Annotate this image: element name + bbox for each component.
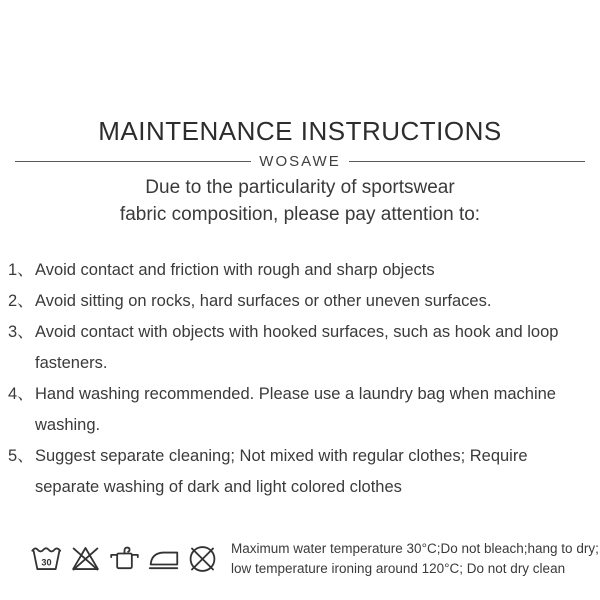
page-title: MAINTENANCE INSTRUCTIONS — [98, 116, 502, 146]
care-icons — [30, 541, 219, 577]
wash-temperature-value: 30 — [41, 556, 52, 567]
list-item — [8, 317, 574, 379]
divider-line-right — [349, 161, 585, 162]
intro-paragraph — [40, 175, 560, 229]
list-item — [8, 255, 574, 286]
care-text-line-1: Maximum water temperature 30°C;Do not bleach;hang to dry; — [231, 540, 599, 556]
list-item-text: Avoid contact with objects with hooked surfaces, such as hook and loop fasteners. — [35, 322, 559, 372]
divider-line-left — [15, 161, 251, 162]
list-item-text: Suggest separate cleaning; Not mixed with regular clothes; Require separate washing of dark and light colored clothes — [35, 446, 528, 496]
list-item-text: Avoid contact and friction with rough and sharp objects — [35, 260, 435, 279]
intro-line-2: fabric composition, please pay attention to: — [119, 203, 481, 225]
brand-name: WOSAWE — [259, 153, 341, 170]
care-text-line-2: low temperature ironing around 120°C; Do not dry clean — [231, 560, 566, 576]
wash-30-icon — [30, 541, 63, 577]
care-symbols-row — [30, 539, 599, 578]
list-item-number: 5、 — [8, 446, 34, 465]
list-item — [8, 286, 574, 317]
do-not-bleach-icon — [69, 541, 102, 577]
hang-to-dry-icon — [108, 541, 141, 577]
list-item-text: Hand washing recommended. Please use a laundry bag when machine washing. — [35, 384, 556, 434]
list-item-number: 2、 — [8, 291, 34, 310]
instruction-list — [8, 255, 574, 503]
list-item-number: 4、 — [8, 384, 34, 403]
list-item-number: 1、 — [8, 260, 34, 279]
list-item — [8, 379, 574, 441]
low-temperature-iron-icon — [147, 541, 180, 577]
list-item-number: 3、 — [8, 322, 34, 341]
brand-divider — [15, 153, 585, 170]
intro-line-1: Due to the particularity of sportswear — [145, 177, 455, 198]
do-not-dry-clean-icon — [186, 541, 219, 577]
care-instructions-text — [231, 539, 599, 578]
list-item-text: Avoid sitting on rocks, hard surfaces or other uneven surfaces. — [35, 291, 492, 310]
list-item — [8, 441, 574, 503]
